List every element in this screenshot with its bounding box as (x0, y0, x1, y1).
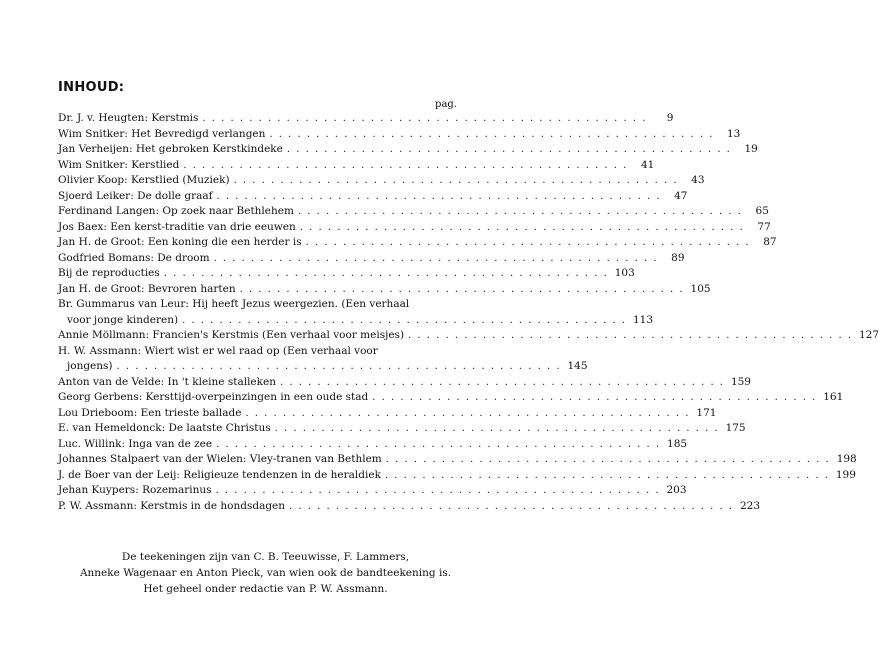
toc-entry-title: H. W. Assmann: Wiert wist er wel raad op (Een verhaal voor (58, 344, 378, 357)
dot-leader (275, 421, 718, 437)
toc-entry-title: Annie Möllmann: Francien's Kerstmis (Een verhaal voor meisjes) (58, 329, 405, 341)
toc-entry-title: Ferdinand Langen: Op zoek naar Bethlehem (58, 205, 294, 217)
dot-leader (386, 452, 829, 468)
toc-entry-page-number: 161 (823, 391, 844, 403)
toc-entry-page-number: 203 (666, 484, 687, 496)
toc-entry-title: Jos Baex: Een kerst-traditie van drie eeuwen (58, 220, 296, 233)
toc-entry-page-number: 223 (739, 499, 761, 512)
dot-leader (214, 251, 657, 267)
dot-leader (234, 173, 677, 189)
toc-entry (58, 282, 711, 298)
toc-entry-title: Wim Snitker: Het Bevredigd verlangen (58, 127, 266, 140)
toc-entry-page-number: 89 (671, 251, 685, 264)
toc-entry (58, 452, 857, 468)
toc-entry-page-number: 198 (836, 453, 857, 465)
toc-entry (58, 204, 769, 220)
toc-entry-title: Olivier Koop: Kerstlied (Muziek) (58, 174, 230, 186)
toc-entry-title: Jan H. de Groot: Een koning die een herder is (58, 236, 302, 248)
toc-entry (58, 127, 741, 143)
toc-entry-title: Jan Verheijen: Het gebroken Kerstkindeke (58, 143, 283, 155)
toc-entry-page-number: 199 (835, 468, 856, 481)
toc-entry (58, 406, 717, 422)
dot-leader (287, 142, 730, 158)
toc-entry-title: Anton van de Velde: In 't kleine stalleken (58, 375, 276, 388)
toc-entry-page-number: 105 (690, 282, 711, 295)
credits-line: De teekeningen zijn van C. B. Teeuwisse, F. Lammers, (121, 551, 410, 563)
toc-entry (58, 344, 456, 360)
toc-entry-page-number: 41 (640, 158, 655, 171)
dot-leader (280, 375, 723, 391)
dot-leader (298, 204, 741, 220)
dot-leader (306, 235, 749, 251)
toc-entry-title: Bij de reproducties (58, 267, 160, 279)
dot-leader (269, 127, 712, 143)
toc-entry (58, 235, 777, 251)
toc-entry-page-number: 127 (858, 329, 879, 341)
toc-entry (58, 142, 758, 158)
toc-entry-page-number: 145 (567, 360, 588, 372)
dot-leader (385, 468, 828, 484)
toc-entry (58, 189, 688, 205)
toc-entry-page-number: 171 (696, 406, 717, 419)
toc-entry (58, 390, 844, 406)
credits-block (30, 549, 501, 597)
toc-entry-title: J. de Boer van der Leij: Religieuze tendenzen in de heraldiek (58, 468, 381, 481)
toc-entry-title: Br. Gummarus van Leur: Hij heeft Jezus weergezien. (Een verhaal (58, 298, 410, 310)
toc-entry (58, 421, 746, 437)
dot-leader (202, 111, 645, 127)
toc-entry-title: E. van Hemeldonck: De laatste Christus (58, 422, 271, 434)
dot-leader (217, 189, 660, 205)
dot-leader (216, 483, 659, 499)
toc-entry-title: Lou Drieboom: Een trieste ballade (58, 406, 242, 419)
toc-entry-title: P. W. Assmann: Kerstmis in de hondsdagen (58, 499, 286, 512)
toc-entry (58, 499, 761, 515)
toc-entry-title: Wim Snitker: Kerstlied (58, 158, 180, 171)
toc-entry (58, 483, 687, 499)
toc-entry (58, 173, 705, 189)
toc-entry-title: Sjoerd Leiker: De dolle graaf (58, 189, 213, 202)
dot-leader (164, 266, 607, 282)
credits-line: Anneke Wagenaar en Anton Pieck, van wien ook de bandteekening is. (79, 567, 452, 579)
toc-entry-page-number: 43 (691, 174, 705, 186)
dot-leader (183, 158, 626, 174)
toc-entry-page-number: 77 (757, 220, 771, 233)
toc-entry-page-number: 185 (667, 437, 688, 450)
dot-leader (240, 282, 683, 298)
toc-entry-page-number: 19 (744, 143, 758, 155)
credits-line: Het geheel onder redactie van P. W. Assmann. (143, 583, 388, 595)
toc-entry-page-number: 9 (666, 112, 674, 124)
toc-entry-title: jongens) (67, 360, 113, 372)
toc-entry (58, 328, 879, 344)
contents-list (58, 111, 879, 514)
toc-entry-page-number: 87 (763, 236, 777, 248)
toc-entry (58, 437, 688, 453)
toc-entry (58, 266, 635, 282)
toc-entry-page-number: 159 (730, 375, 751, 388)
toc-entry-page-number: 65 (755, 205, 769, 217)
dot-leader (408, 328, 851, 344)
toc-entry-title: Jehan Kuypers: Rozemarinus (58, 484, 212, 496)
toc-entry-title: Johannes Stalpaert van der Wielen: Vley-tranen van Bethlem (58, 453, 382, 465)
toc-entry (58, 111, 674, 127)
contents-heading: INHOUD: (58, 80, 125, 95)
toc-entry-title: voor jonge kinderen) (67, 313, 179, 326)
toc-entry (58, 297, 456, 313)
dot-leader (289, 499, 732, 515)
toc-entry (58, 468, 856, 484)
toc-entry (58, 375, 751, 391)
dot-leader (117, 359, 560, 375)
toc-entry (58, 251, 685, 267)
dot-leader (245, 406, 688, 422)
toc-entry-title: Georg Gerbens: Kersttijd-overpeinzingen in een oude stad (58, 391, 369, 403)
dot-leader (372, 390, 815, 406)
toc-entry-page-number: 13 (727, 127, 741, 140)
toc-entry-title: Godfried Bomans: De droom (58, 251, 210, 264)
toc-entry-title: Luc. Willink: Inga van de zee (58, 437, 213, 450)
toc-entry-page-number: 175 (725, 422, 746, 434)
toc-entry-page-number: 113 (633, 313, 654, 326)
toc-entry (58, 158, 655, 174)
toc-entry (58, 220, 771, 236)
toc-entry (58, 359, 588, 375)
dot-leader (182, 313, 625, 329)
dot-leader (216, 437, 659, 453)
page-column-label: pag. (435, 99, 457, 110)
toc-entry-title: Jan H. de Groot: Bevroren harten (58, 282, 236, 295)
toc-entry-page-number: 47 (674, 189, 688, 202)
toc-entry-title: Dr. J. v. Heugten: Kerstmis (58, 112, 199, 124)
dot-leader (300, 220, 743, 236)
toc-entry (58, 313, 654, 329)
toc-entry-page-number: 103 (614, 267, 635, 279)
